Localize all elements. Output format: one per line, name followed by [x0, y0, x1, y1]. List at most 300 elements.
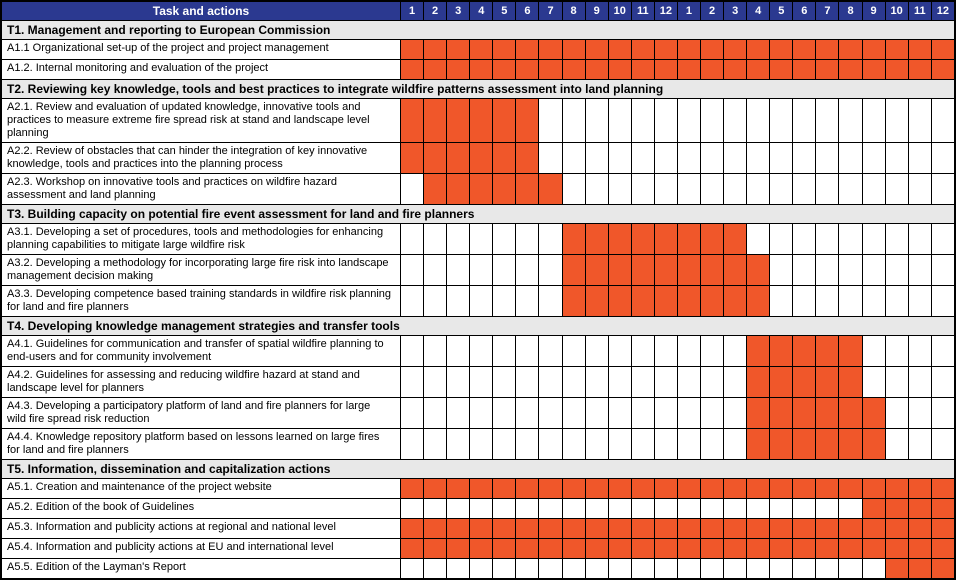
gantt-cell [724, 559, 747, 578]
gantt-cell [678, 398, 701, 428]
gantt-cell [839, 499, 862, 518]
gantt-cell [747, 499, 770, 518]
gantt-cell [701, 499, 724, 518]
gantt-cell [470, 99, 493, 142]
gantt-cell [678, 224, 701, 254]
gantt-cell [424, 519, 447, 538]
gantt-cell [470, 499, 493, 518]
gantt-cell [424, 143, 447, 173]
month-header: 11 [632, 2, 655, 20]
gantt-cell [816, 174, 839, 204]
month-header: 12 [936, 5, 949, 17]
month-header: 12 [655, 2, 678, 20]
gantt-cell [632, 143, 655, 173]
gantt-cell [724, 143, 747, 173]
gantt-cell [886, 224, 909, 254]
gantt-cell [563, 224, 586, 254]
gantt-cell [493, 519, 516, 538]
gantt-cell [770, 519, 793, 538]
gantt-body [2, 21, 954, 578]
gantt-cell [770, 255, 793, 285]
gantt-cell [401, 336, 424, 366]
gantt-cell [493, 143, 516, 173]
section-header-row [2, 317, 954, 336]
gantt-cell [632, 559, 655, 578]
gantt-cell [493, 336, 516, 366]
gantt-cell [909, 479, 932, 498]
gantt-cell [770, 367, 793, 397]
gantt-cell [424, 60, 447, 79]
gantt-cell [632, 367, 655, 397]
gantt-cell [724, 398, 747, 428]
gantt-cell [586, 60, 609, 79]
gantt-cell [909, 336, 932, 366]
gantt-cell [655, 367, 678, 397]
gantt-cell [863, 143, 886, 173]
gantt-cell [493, 429, 516, 459]
gantt-cell [609, 286, 632, 316]
gantt-cell [816, 398, 839, 428]
gantt-cell [701, 429, 724, 459]
gantt-cell [655, 479, 678, 498]
gantt-cell [886, 479, 909, 498]
gantt-cell [770, 143, 793, 173]
section-title: T5. Information, dissemination and capitalization actions [7, 462, 331, 476]
month-header: 7 [816, 2, 839, 20]
gantt-cell [724, 336, 747, 366]
gantt-cell [770, 336, 793, 366]
gantt-cell [470, 40, 493, 59]
gantt-cell [563, 40, 586, 59]
gantt-cell [863, 99, 886, 142]
month-header: 8 [563, 2, 586, 20]
gantt-cell [701, 519, 724, 538]
gantt-cell [701, 40, 724, 59]
header-row [2, 2, 954, 21]
task-row [2, 398, 954, 429]
gantt-cell [701, 559, 724, 578]
gantt-cell [539, 60, 562, 79]
gantt-cell [586, 224, 609, 254]
task-row [2, 336, 954, 367]
gantt-cell [724, 367, 747, 397]
gantt-cell [793, 255, 816, 285]
gantt-cell [793, 519, 816, 538]
gantt-cell [401, 174, 424, 204]
gantt-cell [816, 143, 839, 173]
gantt-cell [770, 429, 793, 459]
gantt-cell [793, 286, 816, 316]
gantt-cell [563, 479, 586, 498]
gantt-cell [863, 336, 886, 366]
gantt-cell [632, 336, 655, 366]
gantt-cell [863, 367, 886, 397]
gantt-cell [886, 60, 909, 79]
month-header: 1 [678, 2, 701, 20]
month-header: 4 [747, 2, 770, 20]
gantt-cell [655, 519, 678, 538]
task-label: A5.2. Edition of the book of Guidelines [2, 499, 401, 518]
gantt-cell [447, 224, 470, 254]
gantt-cell [655, 99, 678, 142]
gantt-cell [724, 429, 747, 459]
gantt-cell [747, 519, 770, 538]
gantt-cell [563, 519, 586, 538]
month-header: 9 [586, 2, 609, 20]
task-row [2, 559, 954, 578]
gantt-cell [816, 519, 839, 538]
gantt-cell [747, 40, 770, 59]
gantt-cell [539, 499, 562, 518]
gantt-cell [609, 336, 632, 366]
gantt-cell [586, 539, 609, 558]
gantt-cell [793, 559, 816, 578]
gantt-cell [609, 559, 632, 578]
gantt-cell [886, 174, 909, 204]
gantt-cell [447, 479, 470, 498]
gantt-cell [724, 40, 747, 59]
section-title: T3. Building capacity on potential fire event assessment for land and fire planners [7, 207, 475, 221]
gantt-cell [563, 398, 586, 428]
gantt-cell [539, 367, 562, 397]
gantt-cell [747, 224, 770, 254]
gantt-cell [839, 99, 862, 142]
gantt-cell [932, 255, 954, 285]
gantt-cell [586, 40, 609, 59]
gantt-cell [609, 224, 632, 254]
gantt-cell [424, 336, 447, 366]
gantt-cell [793, 224, 816, 254]
gantt-cell [839, 519, 862, 538]
gantt-cell [424, 559, 447, 578]
gantt-cell [539, 559, 562, 578]
gantt-cell [701, 286, 724, 316]
gantt-cell [655, 255, 678, 285]
gantt-cell [770, 99, 793, 142]
gantt-cell [932, 286, 954, 316]
gantt-cell [909, 367, 932, 397]
task-label: A5.4. Information and publicity actions at EU and international level [2, 539, 401, 558]
gantt-cell [886, 40, 909, 59]
gantt-cell [724, 60, 747, 79]
gantt-cell [493, 174, 516, 204]
gantt-cell [724, 99, 747, 142]
gantt-cell [424, 40, 447, 59]
gantt-cell [909, 559, 932, 578]
gantt-cell [563, 336, 586, 366]
month-header: 6 [516, 2, 539, 20]
gantt-cell [886, 559, 909, 578]
gantt-cell [516, 479, 539, 498]
gantt-cell [539, 429, 562, 459]
gantt-cell [678, 255, 701, 285]
gantt-cell [816, 224, 839, 254]
gantt-cell [863, 174, 886, 204]
month-header: 10 [886, 2, 909, 20]
gantt-cell [632, 429, 655, 459]
gantt-cell [863, 286, 886, 316]
gantt-cell [886, 367, 909, 397]
gantt-cell [816, 60, 839, 79]
gantt-cell [632, 499, 655, 518]
gantt-cell [447, 286, 470, 316]
gantt-cell [493, 398, 516, 428]
gantt-cell [516, 99, 539, 142]
gantt-cell [678, 479, 701, 498]
gantt-cell [447, 40, 470, 59]
section-header-row [2, 80, 954, 99]
month-header: 6 [793, 2, 816, 20]
gantt-cell [493, 559, 516, 578]
gantt-cell [401, 286, 424, 316]
gantt-cell [563, 255, 586, 285]
task-label: A1.1 Organizational set-up of the project and project management [2, 40, 401, 59]
gantt-cell [632, 539, 655, 558]
gantt-cell [932, 40, 954, 59]
gantt-cell [793, 60, 816, 79]
gantt-cell [516, 499, 539, 518]
gantt-cell [839, 429, 862, 459]
month-header: 3 [447, 2, 470, 20]
task-row [2, 224, 954, 255]
gantt-cell [424, 286, 447, 316]
gantt-cell [678, 174, 701, 204]
gantt-cell [401, 99, 424, 142]
task-label: A5.1. Creation and maintenance of the project website [2, 479, 401, 498]
task-label: A3.3. Developing competence based training standards in wildfire risk planning for land and fire planners [2, 286, 401, 316]
gantt-cell [632, 99, 655, 142]
gantt-cell [609, 99, 632, 142]
gantt-cell [793, 174, 816, 204]
task-row [2, 40, 954, 60]
gantt-cell [839, 398, 862, 428]
gantt-cell [586, 255, 609, 285]
gantt-cell [816, 367, 839, 397]
gantt-cell [932, 499, 954, 518]
gantt-cell [493, 224, 516, 254]
gantt-cell [816, 479, 839, 498]
gantt-cell [886, 519, 909, 538]
gantt-cell [493, 499, 516, 518]
gantt-cell [909, 429, 932, 459]
task-label: A4.2. Guidelines for assessing and reducing wildfire hazard at stand and landscape level for planners [2, 367, 401, 397]
gantt-cell [747, 559, 770, 578]
gantt-cell [701, 398, 724, 428]
gantt-cell [932, 60, 954, 79]
gantt-cell [932, 519, 954, 538]
gantt-cell [609, 255, 632, 285]
gantt-cell [747, 99, 770, 142]
gantt-cell [516, 398, 539, 428]
gantt-cell [424, 99, 447, 142]
gantt-cell [586, 429, 609, 459]
gantt-cell [586, 286, 609, 316]
gantt-cell [678, 40, 701, 59]
section-title: T2. Reviewing key knowledge, tools and best practices to integrate wildfire patterns assessment into land planning [7, 82, 664, 96]
task-label: A4.4. Knowledge repository platform based on lessons learned on large fires for land and fire planners [2, 429, 401, 459]
month-header: 5 [493, 2, 516, 20]
gantt-cell [655, 174, 678, 204]
task-label: A5.3. Information and publicity actions at regional and national level [2, 519, 401, 538]
gantt-cell [516, 255, 539, 285]
section-title: T1. Management and reporting to European Commission [7, 23, 331, 37]
gantt-cell [724, 224, 747, 254]
gantt-cell [401, 143, 424, 173]
gantt-cell [839, 559, 862, 578]
gantt-cell [470, 143, 493, 173]
gantt-cell [655, 60, 678, 79]
month-header: 4 [470, 2, 493, 20]
gantt-cell [609, 499, 632, 518]
gantt-cell [632, 479, 655, 498]
gantt-cell [632, 224, 655, 254]
gantt-cell [609, 367, 632, 397]
gantt-cell [586, 174, 609, 204]
section-header-row [2, 205, 954, 224]
gantt-cell [609, 398, 632, 428]
gantt-cell [401, 60, 424, 79]
gantt-cell [909, 539, 932, 558]
gantt-cell [424, 174, 447, 204]
gantt-cell [539, 143, 562, 173]
gantt-cell [793, 539, 816, 558]
gantt-cell [516, 224, 539, 254]
gantt-cell [632, 40, 655, 59]
gantt-cell [563, 143, 586, 173]
gantt-cell [816, 429, 839, 459]
month-header: 10 [609, 2, 632, 20]
gantt-cell [863, 479, 886, 498]
gantt-cell [678, 99, 701, 142]
gantt-cell [816, 255, 839, 285]
gantt-cell [932, 224, 954, 254]
task-col-header: Task and actions [2, 2, 401, 20]
gantt-cell [747, 398, 770, 428]
gantt-cell [563, 559, 586, 578]
gantt-cell [770, 286, 793, 316]
gantt-cell [447, 143, 470, 173]
gantt-cell [724, 174, 747, 204]
gantt-cell [909, 99, 932, 142]
gantt-cell [839, 60, 862, 79]
gantt-cell [701, 174, 724, 204]
gantt-cell [655, 398, 678, 428]
gantt-cell [447, 60, 470, 79]
gantt-cell [932, 479, 954, 498]
gantt-cell [747, 143, 770, 173]
gantt-cell [909, 143, 932, 173]
task-row [2, 519, 954, 539]
gantt-cell [447, 519, 470, 538]
task-label: A2.3. Workshop on innovative tools and practices on wildfire hazard assessment and land planning [2, 174, 401, 204]
gantt-cell [932, 174, 954, 204]
gantt-cell [447, 429, 470, 459]
gantt-cell [401, 255, 424, 285]
gantt-cell [770, 539, 793, 558]
gantt-cell [747, 174, 770, 204]
gantt-cell [793, 398, 816, 428]
gantt-cell [539, 519, 562, 538]
gantt-cell [909, 398, 932, 428]
gantt-cell [470, 559, 493, 578]
gantt-cell [793, 499, 816, 518]
gantt-cell [632, 174, 655, 204]
gantt-cell [701, 479, 724, 498]
gantt-cell [609, 40, 632, 59]
gantt-cell [886, 286, 909, 316]
gantt-cell [470, 174, 493, 204]
month-header: 7 [539, 2, 562, 20]
gantt-cell [401, 519, 424, 538]
gantt-cell [493, 99, 516, 142]
gantt-cell [909, 174, 932, 204]
gantt-cell [816, 539, 839, 558]
gantt-cell [909, 60, 932, 79]
gantt-cell [724, 539, 747, 558]
gantt-cell [447, 174, 470, 204]
month-header: 9 [863, 2, 886, 20]
gantt-cell [793, 143, 816, 173]
gantt-cell [724, 286, 747, 316]
gantt-cell [839, 174, 862, 204]
gantt-cell [447, 336, 470, 366]
gantt-cell [793, 99, 816, 142]
task-label: A4.1. Guidelines for communication and transfer of spatial wildfire planning to end-users and for community involvement [2, 336, 401, 366]
gantt-cell [470, 539, 493, 558]
gantt-cell [839, 286, 862, 316]
gantt-cell [539, 40, 562, 59]
gantt-cell [655, 539, 678, 558]
gantt-cell [401, 429, 424, 459]
gantt-cell [470, 336, 493, 366]
gantt-cell [493, 539, 516, 558]
gantt-cell [678, 367, 701, 397]
gantt-cell [909, 499, 932, 518]
gantt-cell [516, 60, 539, 79]
gantt-cell [839, 367, 862, 397]
gantt-cell [863, 60, 886, 79]
gantt-cell [839, 224, 862, 254]
task-row [2, 143, 954, 174]
gantt-cell [470, 479, 493, 498]
gantt-cell [863, 429, 886, 459]
month-header: 2 [424, 2, 447, 20]
gantt-cell [539, 255, 562, 285]
gantt-cell [493, 255, 516, 285]
gantt-cell [563, 539, 586, 558]
gantt-cell [539, 398, 562, 428]
gantt-cell [701, 255, 724, 285]
gantt-cell [401, 367, 424, 397]
gantt-cell [516, 143, 539, 173]
task-row [2, 479, 954, 499]
task-label: A2.2. Review of obstacles that can hinder the integration of key innovative knowledge, tools and practices into the planning process [2, 143, 401, 173]
gantt-cell [609, 60, 632, 79]
gantt-cell [424, 255, 447, 285]
section-header-row [2, 460, 954, 479]
gantt-cell [886, 143, 909, 173]
task-label: A2.1. Review and evaluation of updated knowledge, innovative tools and practices to measure extreme fire spread risk at stand and landscape level planning [2, 99, 401, 142]
gantt-cell [655, 286, 678, 316]
gantt-cell [401, 479, 424, 498]
gantt-cell [816, 40, 839, 59]
gantt-cell [932, 336, 954, 366]
gantt-cell [586, 499, 609, 518]
gantt-cell [632, 60, 655, 79]
gantt-cell [470, 286, 493, 316]
month-header: 8 [839, 2, 862, 20]
gantt-cell [724, 499, 747, 518]
